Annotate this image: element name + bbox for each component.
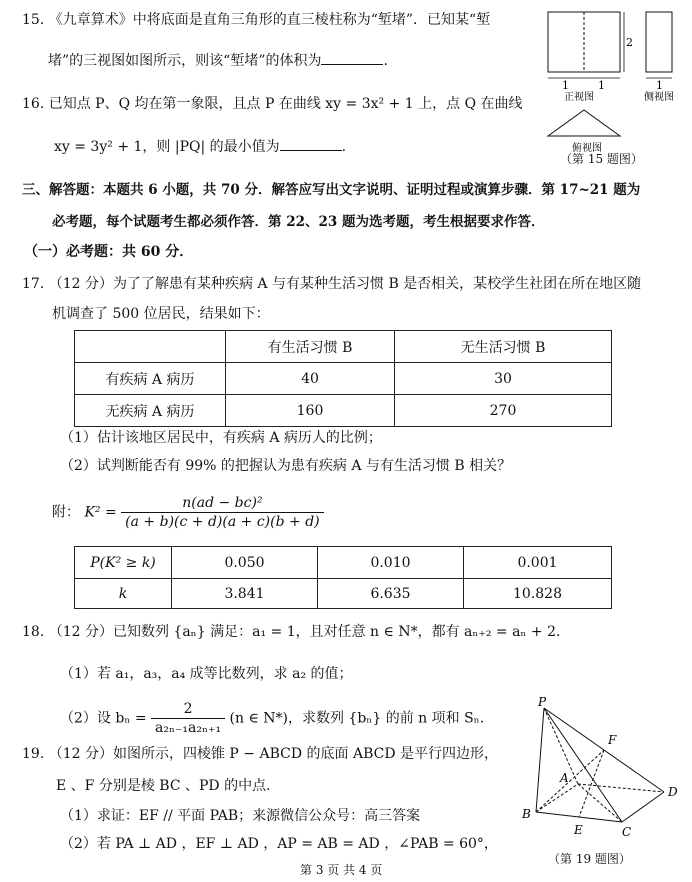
table-cell: 40 xyxy=(226,363,395,395)
table-cell: 有疾病 A 病历 xyxy=(75,363,226,395)
q15-tail: . xyxy=(383,53,388,69)
table-cell: P(K² ≥ k) xyxy=(75,547,172,579)
page-footer: 第 3 页 共 4 页 xyxy=(300,863,383,877)
q19-label-a: A xyxy=(560,771,569,785)
q16-answer-blank xyxy=(280,136,342,151)
q19-sub-2: （2）若 PA ⊥ AD ，EF ⊥ AD ，AP = AB = AD ，∠PAB = 60°， xyxy=(60,836,498,852)
q15-dim-1a: 1 xyxy=(562,79,569,92)
q18-line-1 xyxy=(22,622,570,642)
q18-text: （12 分）已知数列 {aₙ} 满足：a₁ = 1，且对任意 n ∈ N*，都有 aₙ₊₂ = aₙ + 2． xyxy=(48,624,571,640)
table-cell: 0.001 xyxy=(464,547,612,579)
q19-figure-caption: （第 19 题图） xyxy=(548,852,631,866)
q15-number: 15. xyxy=(22,12,45,28)
q19-label-e: E xyxy=(574,823,583,837)
q15-side-view-label: 侧视图 xyxy=(644,92,674,103)
q18-sub-1: （1）若 a₁，a₃，a₄ 成等比数列，求 a₂ 的值； xyxy=(60,666,353,682)
table-header-row xyxy=(75,331,612,363)
q18-fraction xyxy=(151,700,225,737)
q16-line-1 xyxy=(22,94,523,114)
q19-pyramid-figure xyxy=(518,696,688,846)
q16-tail: . xyxy=(341,139,347,155)
q19-label-c: C xyxy=(622,825,632,839)
q15-figure-caption: （第 15 题图） xyxy=(560,152,643,166)
q18-number: 18. xyxy=(22,624,45,640)
table-cell: 160 xyxy=(226,395,395,427)
q17-formula-denominator: (a + b)(c + d)(a + c)(b + d) xyxy=(125,514,320,530)
q16-text-a: 已知点 P、Q 均在第一象限，且点 P 在曲线 xy = 3x² + 1 上，点 Q 在曲线 xyxy=(48,96,523,112)
q17-k-table xyxy=(74,546,612,609)
table-cell: 270 xyxy=(395,395,612,427)
q17-appendix-label: 附： xyxy=(52,504,80,521)
section3-line-2: 必考题，每个试题考生都必须作答．第 22、23 题为选考题，考生根据要求作答． xyxy=(52,214,545,230)
q17-formula-numerator: n(ad − bc)² xyxy=(121,494,323,513)
q17-formula xyxy=(52,494,324,531)
table-cell: 30 xyxy=(395,363,612,395)
q15-top-view-label: 俯视图 xyxy=(572,143,602,154)
q16-line-2 xyxy=(54,136,346,157)
q17-formula-lhs: K² = xyxy=(84,504,117,521)
table-row xyxy=(75,579,612,609)
table-header-cell xyxy=(75,331,226,363)
q15-line-1 xyxy=(22,10,490,30)
q19-number: 19. xyxy=(22,746,45,762)
q18-fraction-numerator: 2 xyxy=(151,700,225,719)
q15-dim-2: 2 xyxy=(626,36,633,49)
q17-data-table xyxy=(74,330,612,427)
q17-text-a: （12 分）为了了解患有某种疾病 A 与有某种生活习惯 B 是否相关，某校学生社团在所在地区随 xyxy=(48,276,642,292)
q19-label-d: D xyxy=(668,785,678,799)
q18-sub-2-pre: （2）设 bₙ = xyxy=(60,710,147,727)
section3-line-1: 三、解答题：本题共 6 小题，共 70 分．解答应写出文字说明、证明过程或演算步骤．第 17~21 题为 xyxy=(22,182,641,198)
table-row xyxy=(75,395,612,427)
q18-sub-2-post: (n ∈ N*)，求数列 {bₙ} 的前 n 项和 Sₙ． xyxy=(229,710,494,727)
q19-text-a: （12 分）如图所示，四棱锥 P − ABCD 的底面 ABCD 是平行四边形， xyxy=(48,746,499,762)
q17-number: 17. xyxy=(22,276,45,292)
table-header-cell: 无生活习惯 B xyxy=(395,331,612,363)
table-row xyxy=(75,363,612,395)
q15-dim-1b: 1 xyxy=(598,79,605,92)
q15-answer-blank xyxy=(321,50,383,65)
table-cell: 无疾病 A 病历 xyxy=(75,395,226,427)
table-cell: 3.841 xyxy=(172,579,318,609)
q19-label-b: B xyxy=(522,807,531,821)
q16-text-b: xy = 3y² + 1，则 |PQ| 的最小值为 xyxy=(54,139,280,155)
table-cell: k xyxy=(75,579,172,609)
part1-heading: （一）必考题：共 60 分． xyxy=(24,244,194,260)
q17-sub-1: （1）估计该地区居民中，有疾病 A 病历人的比例； xyxy=(60,430,382,446)
q18-fraction-denominator: a₂ₙ₋₁a₂ₙ₊₁ xyxy=(155,720,222,736)
q17-sub-2: （2）试判断能否有 99% 的把握认为患有疾病 A 与有生活习惯 B 相关？ xyxy=(60,458,512,474)
table-header-cell: 有生活习惯 B xyxy=(226,331,395,363)
q18-sub-2 xyxy=(60,700,494,737)
q19-label-p: P xyxy=(538,696,547,709)
table-cell: 10.828 xyxy=(464,579,612,609)
q15-front-view-label: 正视图 xyxy=(564,92,594,103)
table-cell: 0.010 xyxy=(318,547,464,579)
table-row xyxy=(75,547,612,579)
q19-line-1 xyxy=(22,744,498,764)
q15-dim-1c: 1 xyxy=(656,79,663,92)
q19-line-2: E 、F 分别是棱 BC 、PD 的中点． xyxy=(56,778,281,794)
q19-sub-1: （1）求证：EF // 平面 PAB；来源微信公众号：高三答案 xyxy=(60,808,421,824)
q16-number: 16. xyxy=(22,96,45,112)
table-cell: 0.050 xyxy=(172,547,318,579)
q19-label-f: F xyxy=(608,733,617,747)
table-cell: 6.635 xyxy=(318,579,464,609)
q15-text-b: 堵”的三视图如图所示，则该“堑堵”的体积为 xyxy=(48,53,322,69)
q15-figure xyxy=(540,6,690,166)
q15-text-a: 《九章算术》中将底面是直角三角形的直三棱柱称为“堑堵”．已知某“堑 xyxy=(48,12,491,28)
q17-formula-fraction xyxy=(121,494,323,531)
q17-line-2: 机调查了 500 位居民，结果如下： xyxy=(52,306,270,322)
q17-line-1 xyxy=(22,274,641,294)
q15-line-2 xyxy=(48,50,388,71)
